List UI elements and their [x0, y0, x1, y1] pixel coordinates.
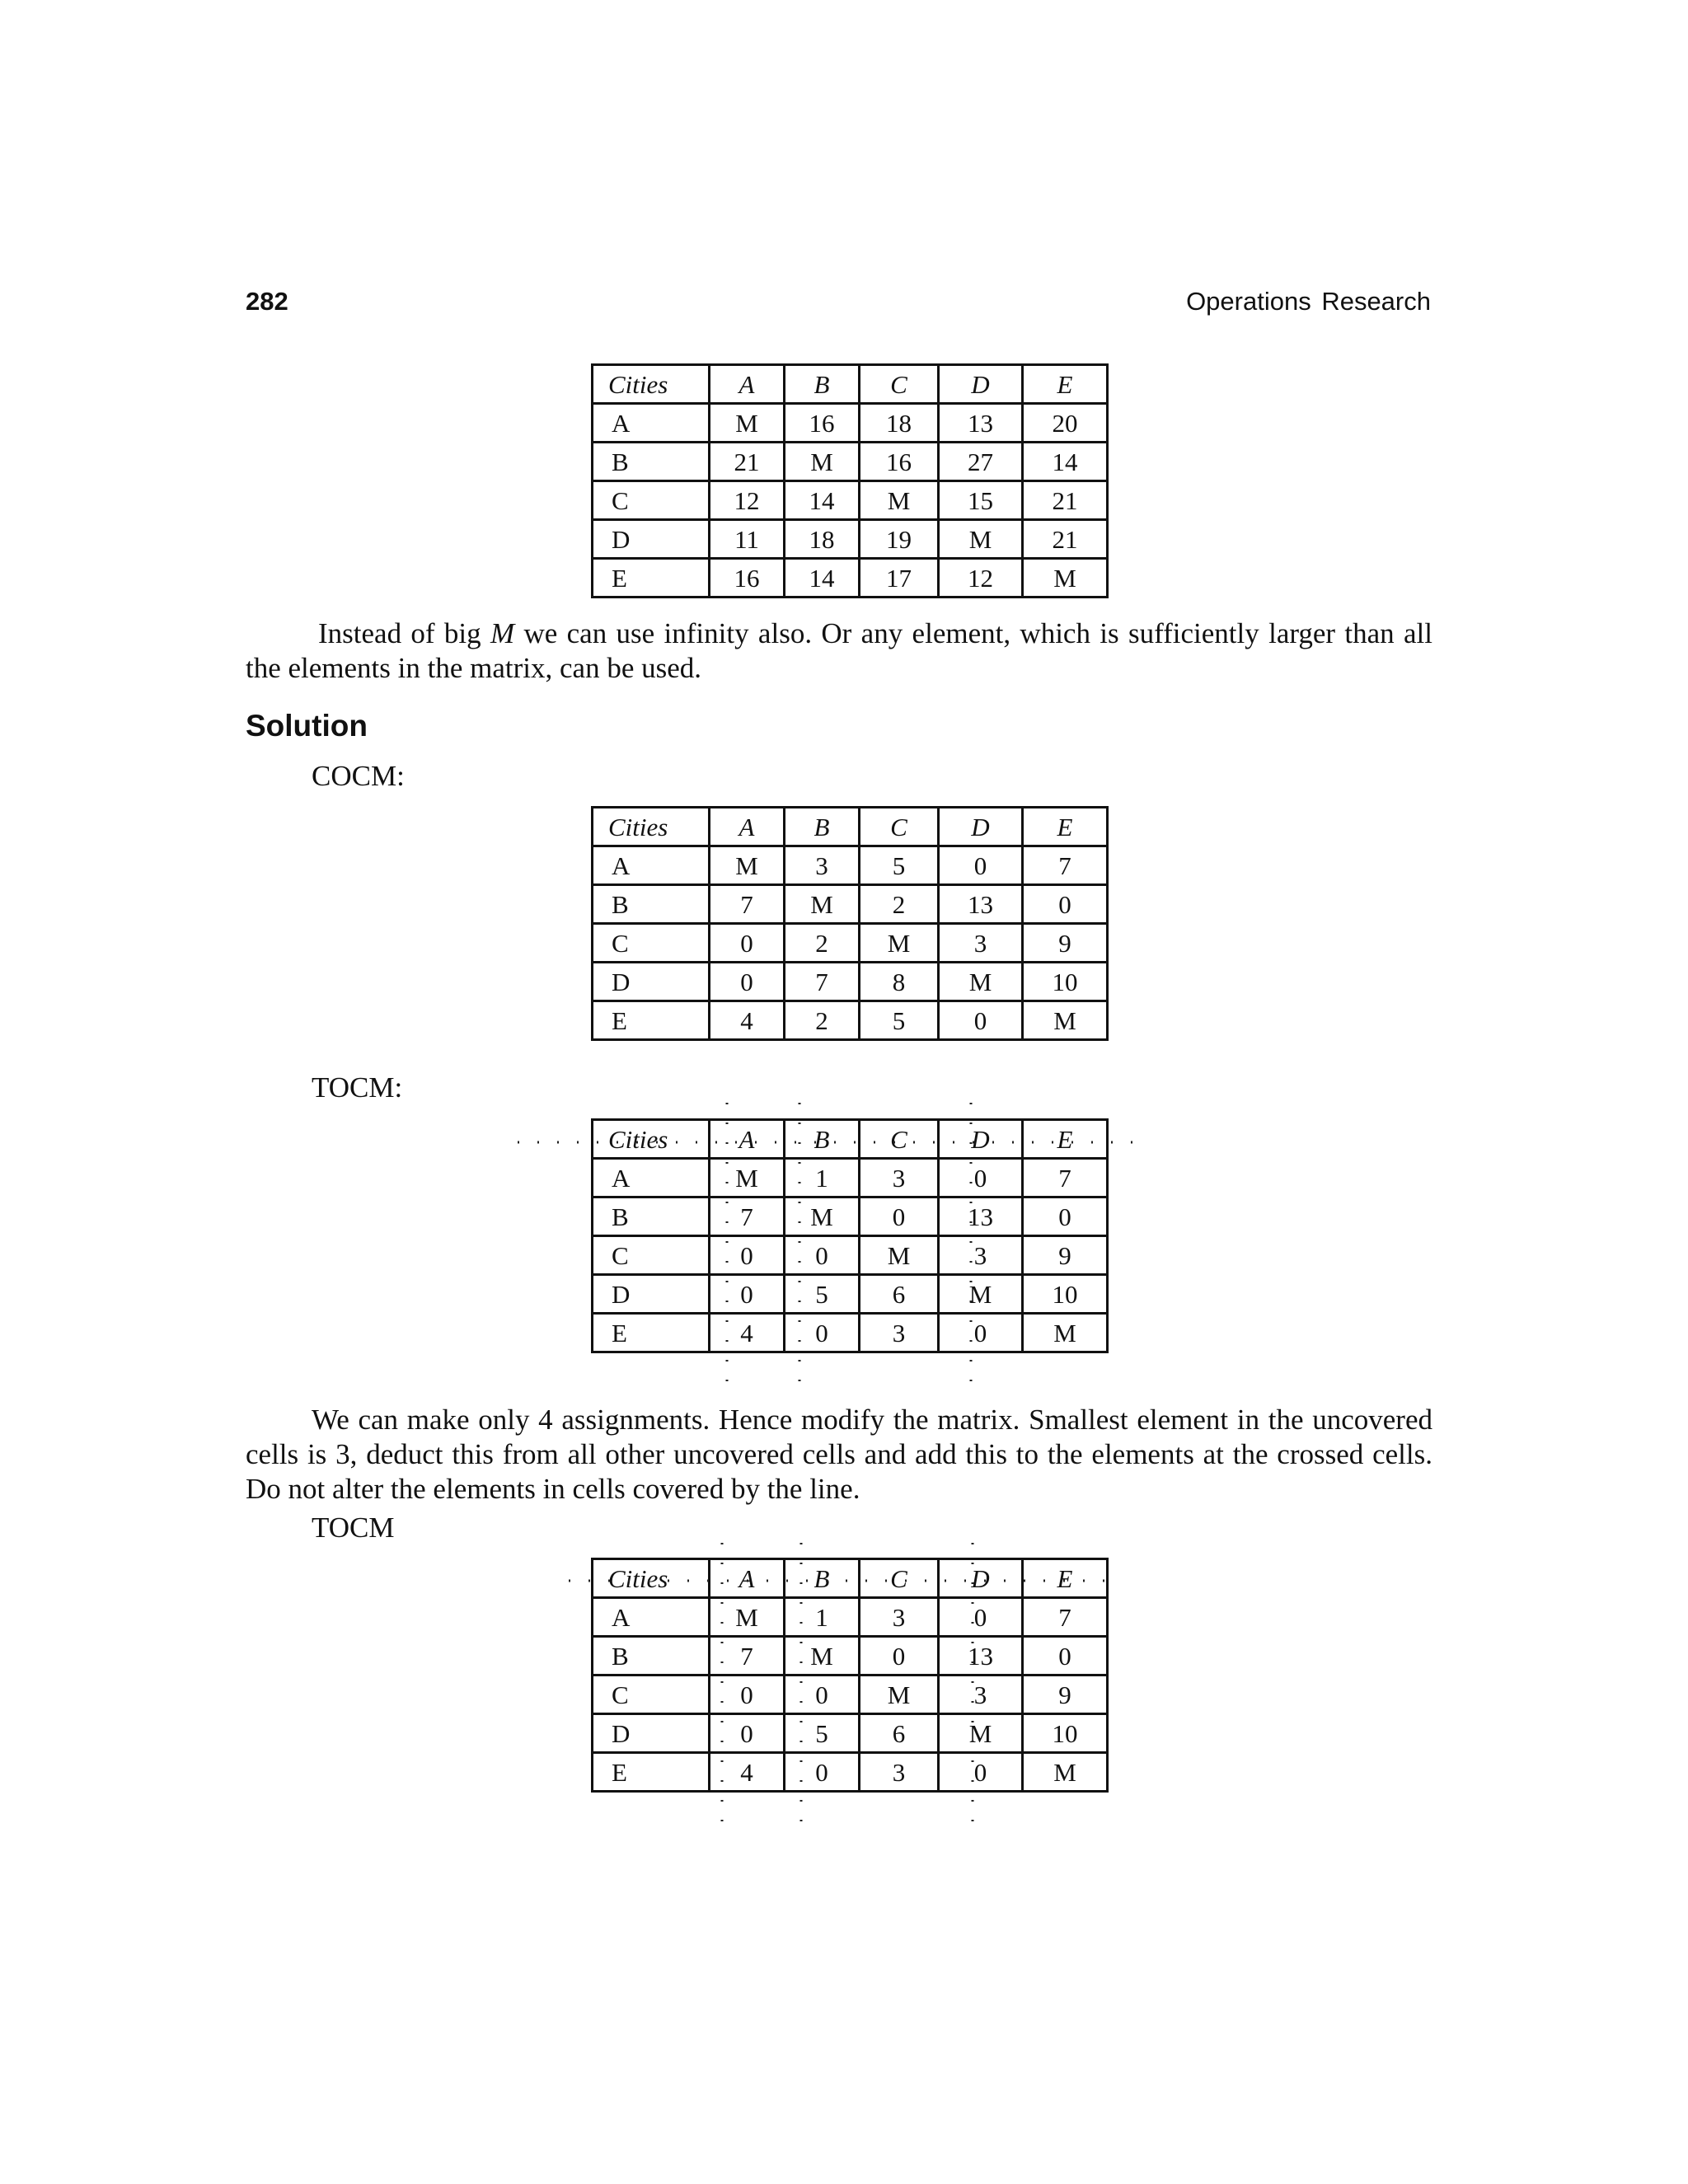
matrix-cell: 5 — [785, 1714, 860, 1753]
table-row — [593, 1714, 1108, 1753]
column-header-cell: Cities — [593, 808, 710, 846]
tocm-label: TOCM: — [312, 1071, 403, 1104]
matrix-cell: 2 — [785, 1001, 860, 1040]
matrix-cell: 13 — [939, 1197, 1023, 1236]
matrix-cell: 0 — [1023, 1637, 1108, 1675]
matrix-cell: 1 — [785, 1598, 860, 1637]
row-label-cell: D — [593, 963, 710, 1001]
matrix-cell: 0 — [939, 1001, 1023, 1040]
table-row — [593, 1675, 1108, 1714]
matrix-cell: 3 — [860, 1753, 939, 1792]
matrix-cell: 14 — [1023, 443, 1108, 481]
matrix-cell: M — [860, 1236, 939, 1275]
matrix-cell: 4 — [710, 1314, 785, 1352]
matrix-cell: 5 — [860, 1001, 939, 1040]
matrix-cell: 0 — [1023, 1197, 1108, 1236]
matrix-cell: M — [1023, 1753, 1108, 1792]
table-header-row — [593, 1559, 1108, 1598]
cocm-table — [591, 806, 1109, 1041]
matrix-cell: M — [710, 404, 785, 443]
table-header-row — [593, 365, 1108, 404]
running-head: Operations Research — [1186, 287, 1431, 316]
tocm-second-label: TOCM — [312, 1511, 395, 1544]
paragraph-big-m: Instead of big M we can use infinity also. Or any element, which is sufficiently larger than all the elements in the matrix, can be used. — [246, 617, 1432, 684]
matrix-cell: 9 — [1023, 1236, 1108, 1275]
matrix-cell: M — [939, 520, 1023, 559]
row-label-cell: E — [593, 559, 710, 598]
matrix-cell: 3 — [860, 1314, 939, 1352]
row-label-cell: A — [593, 1598, 710, 1637]
matrix-cell: 0 — [710, 1714, 785, 1753]
matrix-cell: 19 — [860, 520, 939, 559]
column-header-cell: A — [710, 365, 785, 404]
column-header-cell: B — [785, 1120, 860, 1159]
matrix-cell: 0 — [939, 1598, 1023, 1637]
matrix-cell: M — [939, 1714, 1023, 1753]
matrix-cell: 10 — [1023, 1275, 1108, 1314]
matrix-cell: 0 — [710, 1675, 785, 1714]
column-header-cell: Cities — [593, 1120, 710, 1159]
matrix-cell: M — [785, 1197, 860, 1236]
matrix-cell: 13 — [939, 885, 1023, 924]
column-header-cell: A — [710, 1559, 785, 1598]
matrix-cell: 3 — [939, 924, 1023, 963]
matrix-cell: M — [710, 1598, 785, 1637]
column-header-cell: D — [939, 808, 1023, 846]
row-label-cell: E — [593, 1001, 710, 1040]
column-header-cell: C — [860, 1559, 939, 1598]
column-header-cell: A — [710, 808, 785, 846]
matrix-cell: M — [860, 924, 939, 963]
matrix-cell: 7 — [1023, 1159, 1108, 1197]
row-label-cell: D — [593, 1275, 710, 1314]
table-row — [593, 1197, 1108, 1236]
column-header-cell: E — [1023, 808, 1108, 846]
row-label-cell: D — [593, 1714, 710, 1753]
matrix-cell: 7 — [1023, 846, 1108, 885]
matrix-cell: 7 — [710, 1197, 785, 1236]
column-header-cell: E — [1023, 1120, 1108, 1159]
matrix-cell: 10 — [1023, 1714, 1108, 1753]
cost-matrix-table — [591, 363, 1109, 598]
table-row — [593, 1598, 1108, 1637]
matrix-cell: M — [860, 481, 939, 520]
matrix-cell: 6 — [860, 1714, 939, 1753]
matrix-cell: M — [1023, 559, 1108, 598]
table-header-row — [593, 1120, 1108, 1159]
matrix-cell: 13 — [939, 404, 1023, 443]
row-label-cell: B — [593, 1637, 710, 1675]
row-label-cell: C — [593, 481, 710, 520]
matrix-cell: 0 — [939, 846, 1023, 885]
matrix-cell: 11 — [710, 520, 785, 559]
column-header-cell: E — [1023, 1559, 1108, 1598]
matrix-cell: 9 — [1023, 924, 1108, 963]
column-header-cell: C — [860, 1120, 939, 1159]
matrix-cell: 0 — [860, 1637, 939, 1675]
matrix-cell: 3 — [939, 1675, 1023, 1714]
matrix-cell: 14 — [785, 481, 860, 520]
matrix-cell: 3 — [860, 1159, 939, 1197]
matrix-cell: M — [785, 1637, 860, 1675]
row-label-cell: C — [593, 924, 710, 963]
matrix-cell: 7 — [710, 1637, 785, 1675]
matrix-cell: 0 — [939, 1159, 1023, 1197]
page-number: 282 — [246, 287, 288, 316]
column-header-cell: Cities — [593, 1559, 710, 1598]
row-label-cell: C — [593, 1675, 710, 1714]
row-label-cell: D — [593, 520, 710, 559]
matrix-cell: 8 — [860, 963, 939, 1001]
matrix-cell: 14 — [785, 559, 860, 598]
matrix-cell: 0 — [710, 1236, 785, 1275]
matrix-cell: 6 — [860, 1275, 939, 1314]
table-row — [593, 1001, 1108, 1040]
table-row — [593, 1236, 1108, 1275]
matrix-cell: 16 — [785, 404, 860, 443]
matrix-cell: 0 — [939, 1314, 1023, 1352]
matrix-cell: 3 — [939, 1236, 1023, 1275]
matrix-cell: 0 — [939, 1753, 1023, 1792]
row-label-cell: A — [593, 404, 710, 443]
matrix-cell: M — [785, 885, 860, 924]
matrix-cell: 0 — [785, 1314, 860, 1352]
matrix-cell: 18 — [860, 404, 939, 443]
table-row — [593, 963, 1108, 1001]
matrix-cell: 7 — [710, 885, 785, 924]
table-row — [593, 520, 1108, 559]
matrix-cell: 13 — [939, 1637, 1023, 1675]
matrix-cell: 18 — [785, 520, 860, 559]
matrix-cell: 16 — [710, 559, 785, 598]
row-label-cell: A — [593, 846, 710, 885]
matrix-cell: 0 — [710, 963, 785, 1001]
matrix-cell: 2 — [860, 885, 939, 924]
matrix-cell: 15 — [939, 481, 1023, 520]
row-label-cell: B — [593, 885, 710, 924]
matrix-cell: 0 — [785, 1675, 860, 1714]
matrix-cell: 17 — [860, 559, 939, 598]
matrix-cell: M — [1023, 1314, 1108, 1352]
matrix-cell: 12 — [710, 481, 785, 520]
matrix-cell: M — [785, 443, 860, 481]
table-row — [593, 1753, 1108, 1792]
matrix-cell: M — [860, 1675, 939, 1714]
paragraph-modify-matrix: We can make only 4 assignments. Hence modify the matrix. Smallest element in the uncovered cells is 3, deduct this from all other uncovered cells and add this to the elements at the crossed cells. Do not alter the elements in cells covered by the line. — [246, 1404, 1432, 1505]
table-row — [593, 404, 1108, 443]
column-header-cell: D — [939, 365, 1023, 404]
matrix-cell: 0 — [710, 1275, 785, 1314]
matrix-cell: M — [939, 1275, 1023, 1314]
matrix-cell: M — [710, 1159, 785, 1197]
matrix-cell: 21 — [710, 443, 785, 481]
column-header-cell: A — [710, 1120, 785, 1159]
matrix-cell: 7 — [1023, 1598, 1108, 1637]
table-row — [593, 1314, 1108, 1352]
cocm-label: COCM: — [312, 760, 405, 792]
matrix-cell: 3 — [860, 1598, 939, 1637]
column-header-cell: C — [860, 808, 939, 846]
row-label-cell: A — [593, 1159, 710, 1197]
table-row — [593, 559, 1108, 598]
table-row — [593, 924, 1108, 963]
table-row — [593, 443, 1108, 481]
big-m-symbol: M — [490, 617, 515, 649]
table-row — [593, 481, 1108, 520]
matrix-cell: 12 — [939, 559, 1023, 598]
tocm-second-table — [591, 1558, 1109, 1793]
matrix-cell: 1 — [785, 1159, 860, 1197]
matrix-cell: 0 — [1023, 885, 1108, 924]
table-header-row — [593, 808, 1108, 846]
matrix-cell: M — [939, 963, 1023, 1001]
matrix-cell: 2 — [785, 924, 860, 963]
matrix-cell: M — [1023, 1001, 1108, 1040]
matrix-cell: 0 — [785, 1236, 860, 1275]
column-header-cell: Cities — [593, 365, 710, 404]
row-label-cell: B — [593, 1197, 710, 1236]
row-label-cell: E — [593, 1753, 710, 1792]
column-header-cell: D — [939, 1120, 1023, 1159]
column-header-cell: E — [1023, 365, 1108, 404]
row-label-cell: B — [593, 443, 710, 481]
matrix-cell: 21 — [1023, 481, 1108, 520]
column-header-cell: B — [785, 808, 860, 846]
column-header-cell: B — [785, 365, 860, 404]
matrix-cell: 21 — [1023, 520, 1108, 559]
row-label-cell: E — [593, 1314, 710, 1352]
table-row — [593, 885, 1108, 924]
matrix-cell: 3 — [785, 846, 860, 885]
matrix-cell: 5 — [860, 846, 939, 885]
column-header-cell: C — [860, 365, 939, 404]
matrix-cell: 7 — [785, 963, 860, 1001]
table-row — [593, 1159, 1108, 1197]
matrix-cell: 4 — [710, 1001, 785, 1040]
matrix-cell: 16 — [860, 443, 939, 481]
matrix-cell: 4 — [710, 1753, 785, 1792]
matrix-cell: 5 — [785, 1275, 860, 1314]
matrix-cell: 27 — [939, 443, 1023, 481]
column-header-cell: D — [939, 1559, 1023, 1598]
matrix-cell: 9 — [1023, 1675, 1108, 1714]
row-label-cell: C — [593, 1236, 710, 1275]
matrix-cell: 0 — [860, 1197, 939, 1236]
matrix-cell: 0 — [785, 1753, 860, 1792]
matrix-cell: 10 — [1023, 963, 1108, 1001]
solution-heading: Solution — [246, 709, 368, 743]
table-row — [593, 1637, 1108, 1675]
matrix-cell: 0 — [710, 924, 785, 963]
table-row — [593, 846, 1108, 885]
matrix-cell: 20 — [1023, 404, 1108, 443]
column-header-cell: B — [785, 1559, 860, 1598]
table-row — [593, 1275, 1108, 1314]
matrix-cell: M — [710, 846, 785, 885]
tocm-table — [591, 1118, 1109, 1353]
